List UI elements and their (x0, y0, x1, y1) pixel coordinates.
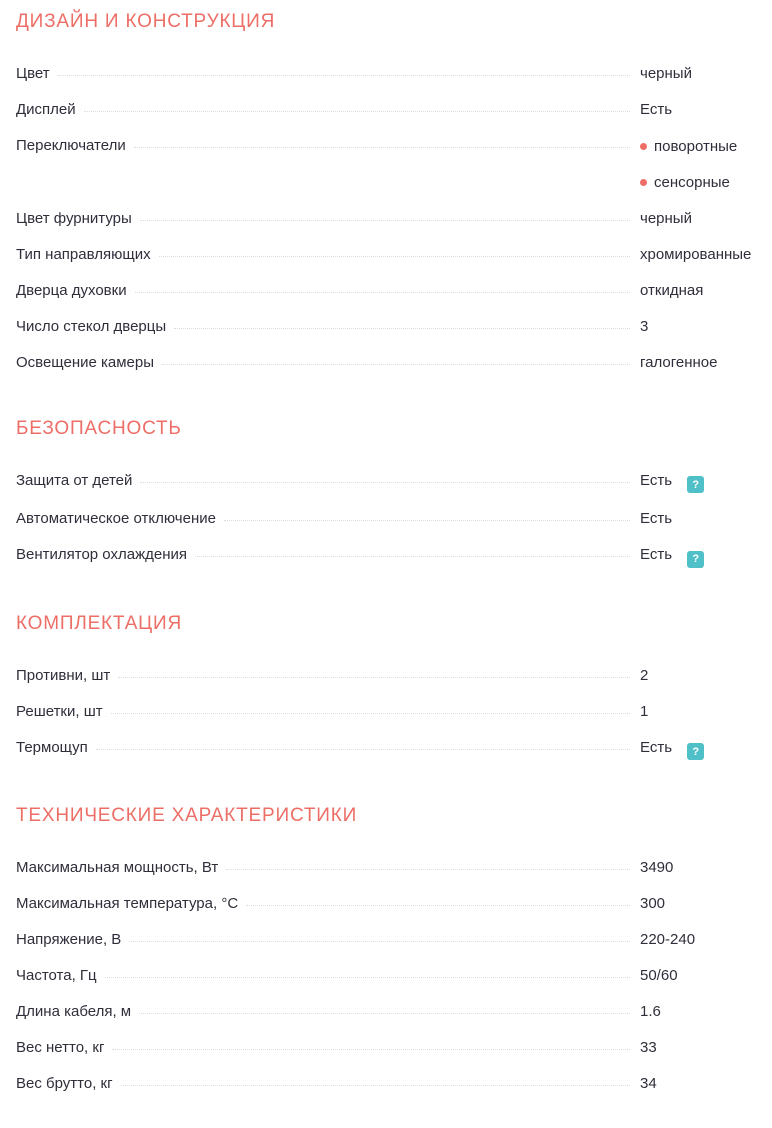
spec-row (16, 281, 764, 317)
section-rows (16, 471, 764, 584)
spec-label: Защита от детей (16, 471, 133, 489)
spec-value-cell (640, 509, 764, 529)
spec-value-cell (640, 894, 764, 914)
dotted-leader (224, 520, 630, 521)
spec-value-cell (640, 281, 764, 301)
spec-row (16, 509, 764, 545)
spec-label: Длина кабеля, м (16, 1003, 132, 1020)
spec-row (16, 930, 764, 966)
spec-row (16, 471, 764, 510)
spec-value: Есть (640, 546, 673, 563)
spec-row (16, 702, 764, 738)
spec-label: Освещение камеры (16, 353, 155, 371)
spec-value-cell (640, 245, 764, 265)
spec-value-cell (640, 471, 764, 494)
spec-value-cell (640, 1074, 764, 1094)
spec-section (16, 10, 764, 389)
spec-value-cell (640, 966, 764, 986)
spec-label: Максимальная температура, °С (16, 895, 239, 912)
dotted-leader (105, 977, 630, 978)
spec-value-cell (640, 930, 764, 950)
spec-label: Тип направляющих (16, 245, 151, 263)
spec-section (16, 804, 764, 1110)
spec-value: Есть (640, 471, 673, 489)
spec-value-cell (640, 545, 764, 568)
spec-value: 33 (640, 1039, 657, 1056)
spec-value-cell (640, 666, 764, 686)
dotted-leader (246, 905, 630, 906)
spec-row (16, 245, 764, 281)
spec-row (16, 545, 764, 584)
dotted-leader (135, 292, 630, 293)
spec-label: Напряжение, В (16, 931, 122, 948)
spec-label: Частота, Гц (16, 967, 97, 984)
section-rows (16, 64, 764, 389)
spec-value: 300 (640, 895, 666, 912)
spec-value-cell (640, 317, 764, 337)
dotted-leader (226, 869, 630, 870)
bullet-list (640, 137, 764, 193)
spec-row (16, 738, 764, 777)
spec-value: 34 (640, 1075, 657, 1092)
spec-value-cell (640, 702, 764, 722)
spec-label: Цвет фурнитуры (16, 209, 132, 227)
spec-label: Автоматическое отключение (16, 510, 216, 527)
spec-value: черный (640, 209, 692, 227)
section-rows (16, 666, 764, 777)
dotted-leader (139, 1013, 630, 1014)
dotted-leader (140, 482, 630, 483)
dotted-leader (58, 75, 630, 76)
spec-label: Термощуп (16, 738, 88, 756)
dotted-leader (162, 364, 630, 365)
spec-label: Максимальная мощность, Вт (16, 859, 219, 876)
dotted-leader (174, 328, 630, 329)
bullet-dot-icon (640, 143, 647, 150)
dotted-leader (96, 749, 630, 750)
spec-label: Дверца духовки (16, 281, 127, 299)
spec-value: Есть (640, 101, 673, 118)
spec-value: 2 (640, 666, 649, 684)
spec-value: галогенное (640, 353, 718, 371)
spec-value: хромированные (640, 245, 752, 263)
spec-row (16, 858, 764, 894)
spec-value: 1 (640, 702, 649, 720)
bullet-label: сенсорные (654, 173, 730, 191)
spec-value: 1.6 (640, 1003, 661, 1020)
spec-section (16, 612, 764, 777)
spec-row (16, 666, 764, 702)
spec-section (16, 417, 764, 584)
spec-row (16, 1002, 764, 1038)
section-title: ДИЗАЙН И КОНСТРУКЦИЯ (16, 11, 276, 32)
spec-value-cell (640, 100, 764, 120)
bullet-item (640, 137, 764, 157)
spec-row (16, 353, 764, 389)
spec-label: Вес нетто, кг (16, 1039, 105, 1056)
spec-value: 50/60 (640, 967, 678, 984)
section-rows (16, 858, 764, 1110)
bullet-label: поворотные (654, 137, 738, 155)
spec-label: Решетки, шт (16, 702, 103, 720)
section-title: КОМПЛЕКТАЦИЯ (16, 612, 183, 634)
spec-label: Дисплей (16, 101, 76, 118)
spec-value-cell (640, 1002, 764, 1022)
spec-label: Число стекол дверцы (16, 317, 167, 335)
spec-row (16, 966, 764, 1002)
spec-row (16, 894, 764, 930)
spec-label: Переключатели (16, 137, 126, 154)
spec-value: Есть (640, 510, 673, 527)
dotted-leader (159, 256, 630, 257)
spec-row (16, 1038, 764, 1074)
spec-value-cell (640, 738, 764, 761)
spec-label: Цвет (16, 65, 50, 82)
spec-value: 3 (640, 317, 649, 335)
spec-value-cell (640, 137, 764, 193)
spec-label: Вес брутто, кг (16, 1075, 113, 1092)
spec-row (16, 209, 764, 245)
section-title: ТЕХНИЧЕСКИЕ ХАРАКТЕРИСТИКИ (16, 805, 358, 826)
section-title: БЕЗОПАСНОСТЬ (16, 417, 182, 439)
spec-label: Вентилятор охлаждения (16, 546, 187, 563)
help-icon[interactable]: ? (687, 551, 704, 568)
help-icon[interactable]: ? (687, 476, 704, 493)
spec-row (16, 100, 764, 136)
dotted-leader (112, 1049, 630, 1050)
spec-value: черный (640, 65, 692, 82)
bullet-item (640, 173, 764, 193)
spec-value-cell (640, 353, 764, 373)
dotted-leader (121, 1085, 630, 1086)
spec-value-cell (640, 858, 764, 878)
dotted-leader (84, 111, 630, 112)
spec-row (16, 64, 764, 100)
spec-value: откидная (640, 281, 704, 299)
spec-label: Противни, шт (16, 666, 111, 684)
spec-row (16, 317, 764, 353)
dotted-leader (129, 941, 630, 942)
dotted-leader (140, 220, 630, 221)
spec-row (16, 1074, 764, 1110)
spec-value-cell (640, 209, 764, 229)
spec-value-cell (640, 1038, 764, 1058)
spec-value: Есть (640, 738, 673, 756)
spec-value-cell (640, 64, 764, 84)
spec-value: 3490 (640, 859, 674, 876)
bullet-dot-icon (640, 179, 647, 186)
spec-value: 220-240 (640, 931, 696, 948)
dotted-leader (195, 556, 630, 557)
dotted-leader (134, 147, 630, 148)
dotted-leader (111, 713, 630, 714)
spec-row (16, 136, 764, 209)
dotted-leader (118, 677, 630, 678)
help-icon[interactable]: ? (687, 743, 704, 760)
